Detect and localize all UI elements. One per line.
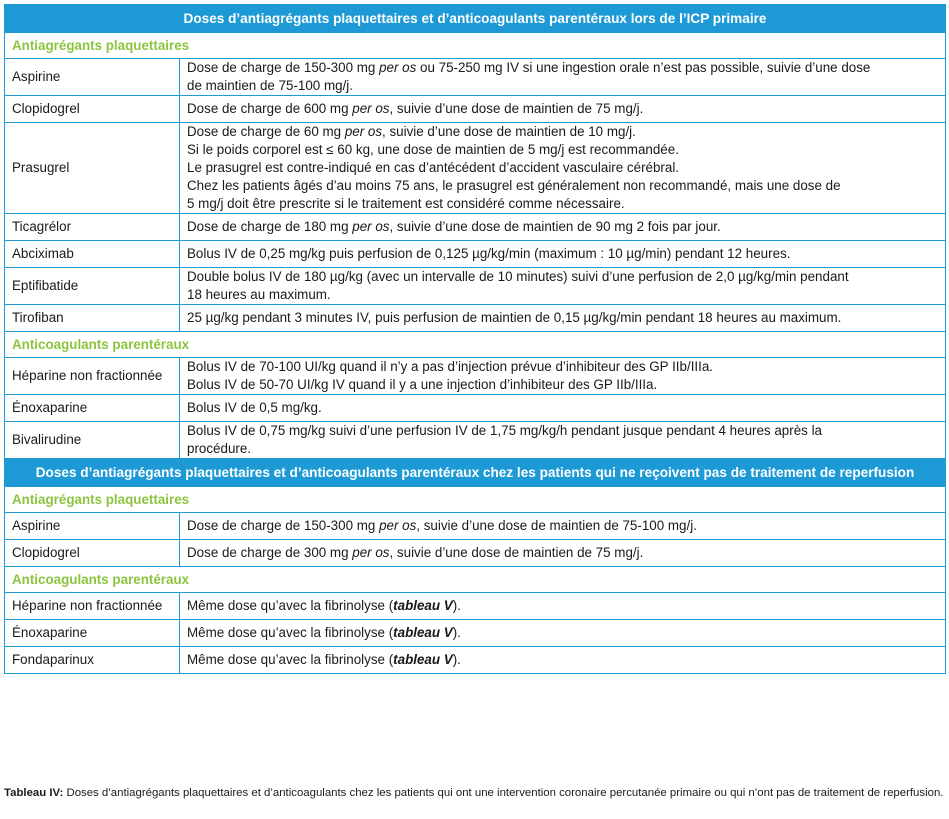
- drug-name: Aspirine: [5, 59, 180, 96]
- dose-description: [180, 620, 946, 647]
- dose-text: Si le poids corporel est ≤ 60 kg, une dose de maintien de 5 mg/j est recommandée.: [187, 142, 679, 157]
- dose-description: [180, 214, 946, 241]
- table-reference: [393, 652, 453, 667]
- dose-text: , suivie d’une dose de maintien de 75 mg/j.: [389, 101, 644, 116]
- dose-description: [180, 540, 946, 567]
- category-label: Antiagrégants plaquettaires: [5, 487, 946, 513]
- dose-line: [187, 517, 938, 535]
- dose-text: Bolus IV de 50-70 UI/kg IV quand il y a une injection d’inhibiteur des GP IIb/IIIa.: [187, 377, 658, 392]
- dose-text: 5 mg/j doit être prescrite si le traitement est considéré comme nécessaire.: [187, 196, 625, 211]
- dose-text: procédure.: [187, 441, 252, 456]
- dose-line: [187, 123, 938, 141]
- dose-description: [180, 59, 946, 96]
- dose-text: Même dose qu’avec la fibrinolyse (: [187, 652, 394, 667]
- dose-line: [187, 651, 938, 669]
- table-reference-text: tableau V: [393, 625, 453, 640]
- section-title: Doses d’antiagrégants plaquettaires et d’anticoagulants parentéraux chez les patients qui ne reçoivent pas de traitement de reperfusion: [5, 459, 946, 487]
- drug-name: Aspirine: [5, 513, 180, 540]
- table-reference: [393, 625, 453, 640]
- table-row: [5, 593, 946, 620]
- dose-description: [180, 268, 946, 305]
- section-title-row: [5, 459, 946, 487]
- dose-line: [187, 195, 938, 213]
- dose-description: [180, 96, 946, 123]
- dose-description: [180, 395, 946, 422]
- dose-line: [187, 358, 938, 376]
- dose-line: [187, 422, 938, 440]
- dose-text: , suivie d’une dose de maintien de 10 mg/j.: [382, 124, 636, 139]
- caption-label: Tableau IV:: [4, 787, 64, 799]
- drug-name: Abciximab: [5, 241, 180, 268]
- dose-description: [180, 513, 946, 540]
- dose-line: [187, 159, 938, 177]
- dose-line: [187, 141, 938, 159]
- dose-line: [187, 218, 938, 236]
- drug-name: Bivalirudine: [5, 422, 180, 459]
- table-row: [5, 241, 946, 268]
- table-row: [5, 620, 946, 647]
- category-label: Anticoagulants parentéraux: [5, 567, 946, 593]
- dose-line: [187, 77, 938, 95]
- dose-line: [187, 544, 938, 562]
- table-row: [5, 59, 946, 96]
- drug-name: Prasugrel: [5, 123, 180, 214]
- drug-name: Clopidogrel: [5, 540, 180, 567]
- dose-text: Dose de charge de 300 mg: [187, 545, 353, 560]
- dose-line: [187, 597, 938, 615]
- dose-text: Dose de charge de 150-300 mg: [187, 518, 380, 533]
- section-title-row: [5, 5, 946, 33]
- table-row: [5, 647, 946, 674]
- dose-text: ou 75-250 mg IV si une ingestion orale n’est pas possible, suivie d’une dose: [416, 60, 871, 75]
- dose-line: [187, 177, 938, 195]
- dose-text: Double bolus IV de 180 µg/kg (avec un intervalle de 10 minutes) suivi d’une perfusion de 2,0 µg/kg/min pendant: [187, 269, 849, 284]
- dose-description: [180, 123, 946, 214]
- dose-description: [180, 422, 946, 459]
- table-row: [5, 123, 946, 214]
- dose-text: ).: [452, 625, 461, 640]
- caption-text: Doses d’antiagrégants plaquettaires et d’anticoagulants chez les patients qui ont une intervention coronaire percutanée primaire ou qui n’ont pas de traitement de reperfusion.: [63, 787, 944, 799]
- category-row: [5, 33, 946, 59]
- table-reference-text: tableau V: [393, 598, 453, 613]
- drug-name: Héparine non fractionnée: [5, 593, 180, 620]
- dose-description: [180, 305, 946, 332]
- category-row: [5, 487, 946, 513]
- table-row: [5, 422, 946, 459]
- dose-line: [187, 376, 938, 394]
- drug-name: Énoxaparine: [5, 395, 180, 422]
- dose-description: [180, 593, 946, 620]
- dose-text: Bolus IV de 0,75 mg/kg suivi d’une perfusion IV de 1,75 mg/kg/h pendant jusque pendant 4 heures après la: [187, 423, 822, 438]
- dose-text: Dose de charge de 60 mg: [187, 124, 345, 139]
- category-label: Anticoagulants parentéraux: [5, 332, 946, 358]
- dose-text: Même dose qu’avec la fibrinolyse (: [187, 625, 394, 640]
- dose-text: Dose de charge de 150-300 mg: [187, 60, 380, 75]
- dose-text: Chez les patients âgés d’au moins 75 ans, le prasugrel est généralement non recommandé, mais une dose de: [187, 178, 841, 193]
- table-row: [5, 358, 946, 395]
- table-caption: [4, 786, 946, 801]
- table-row: [5, 513, 946, 540]
- dose-text: Bolus IV de 0,5 mg/kg.: [187, 400, 322, 415]
- dose-line: [187, 59, 938, 77]
- dose-text: Dose de charge de 600 mg: [187, 101, 353, 116]
- drug-name: Tirofiban: [5, 305, 180, 332]
- dose-text: de maintien de 75-100 mg/j.: [187, 78, 353, 93]
- table-row: [5, 305, 946, 332]
- dose-text: ).: [452, 652, 461, 667]
- dose-text-italic: per os: [352, 545, 390, 560]
- dose-description: [180, 358, 946, 395]
- dose-line: [187, 268, 938, 286]
- dose-text-italic: per os: [352, 219, 390, 234]
- drug-name: Fondaparinux: [5, 647, 180, 674]
- dosage-table: [4, 4, 946, 674]
- drug-name: Héparine non fractionnée: [5, 358, 180, 395]
- dose-text: , suivie d’une dose de maintien de 90 mg 2 fois par jour.: [389, 219, 721, 234]
- dose-line: [187, 624, 938, 642]
- drug-name: Énoxaparine: [5, 620, 180, 647]
- dose-text: Le prasugrel est contre-indiqué en cas d’antécédent d’accident vasculaire cérébral.: [187, 160, 680, 175]
- dose-text: 25 µg/kg pendant 3 minutes IV, puis perfusion de maintien de 0,15 µg/kg/min pendant 18 heures au maximum.: [187, 310, 842, 325]
- dose-text: , suivie d’une dose de maintien de 75 mg/j.: [389, 545, 644, 560]
- table-row: [5, 214, 946, 241]
- dose-text-italic: per os: [344, 124, 383, 139]
- dose-text: Bolus IV de 0,25 mg/kg puis perfusion de 0,125 µg/kg/min (maximum : 10 µg/min) pendant 12 heures.: [187, 246, 791, 261]
- dose-description: [180, 241, 946, 268]
- category-label: Antiagrégants plaquettaires: [5, 33, 946, 59]
- dose-text: Même dose qu’avec la fibrinolyse (: [187, 598, 394, 613]
- table-row: [5, 540, 946, 567]
- dose-text: , suivie d’une dose de maintien de 75-100 mg/j.: [416, 518, 697, 533]
- section-title: Doses d’antiagrégants plaquettaires et d’anticoagulants parentéraux lors de l’ICP primaire: [5, 5, 946, 33]
- dose-line: [187, 399, 938, 417]
- dose-text: 18 heures au maximum.: [187, 287, 331, 302]
- drug-name: Ticagrélor: [5, 214, 180, 241]
- table-row: [5, 395, 946, 422]
- dose-text: ).: [452, 598, 461, 613]
- table-row: [5, 96, 946, 123]
- dose-line: [187, 245, 938, 263]
- dose-description: [180, 647, 946, 674]
- drug-name: Eptifibatide: [5, 268, 180, 305]
- table-reference: [393, 598, 453, 613]
- dose-line: [187, 100, 938, 118]
- dose-line: [187, 286, 938, 304]
- table-reference-text: tableau V: [393, 652, 453, 667]
- drug-name: Clopidogrel: [5, 96, 180, 123]
- dose-text-italic: per os: [352, 101, 390, 116]
- dose-line: [187, 440, 938, 458]
- dose-text-italic: per os: [379, 518, 417, 533]
- dose-text: Bolus IV de 70-100 UI/kg quand il n’y a pas d’injection prévue d’inhibiteur des GP IIb/IIIa.: [187, 359, 714, 374]
- category-row: [5, 567, 946, 593]
- dose-text-italic: per os: [379, 60, 417, 75]
- table-row: [5, 268, 946, 305]
- dose-text: Dose de charge de 180 mg: [187, 219, 353, 234]
- category-row: [5, 332, 946, 358]
- dose-line: [187, 309, 938, 327]
